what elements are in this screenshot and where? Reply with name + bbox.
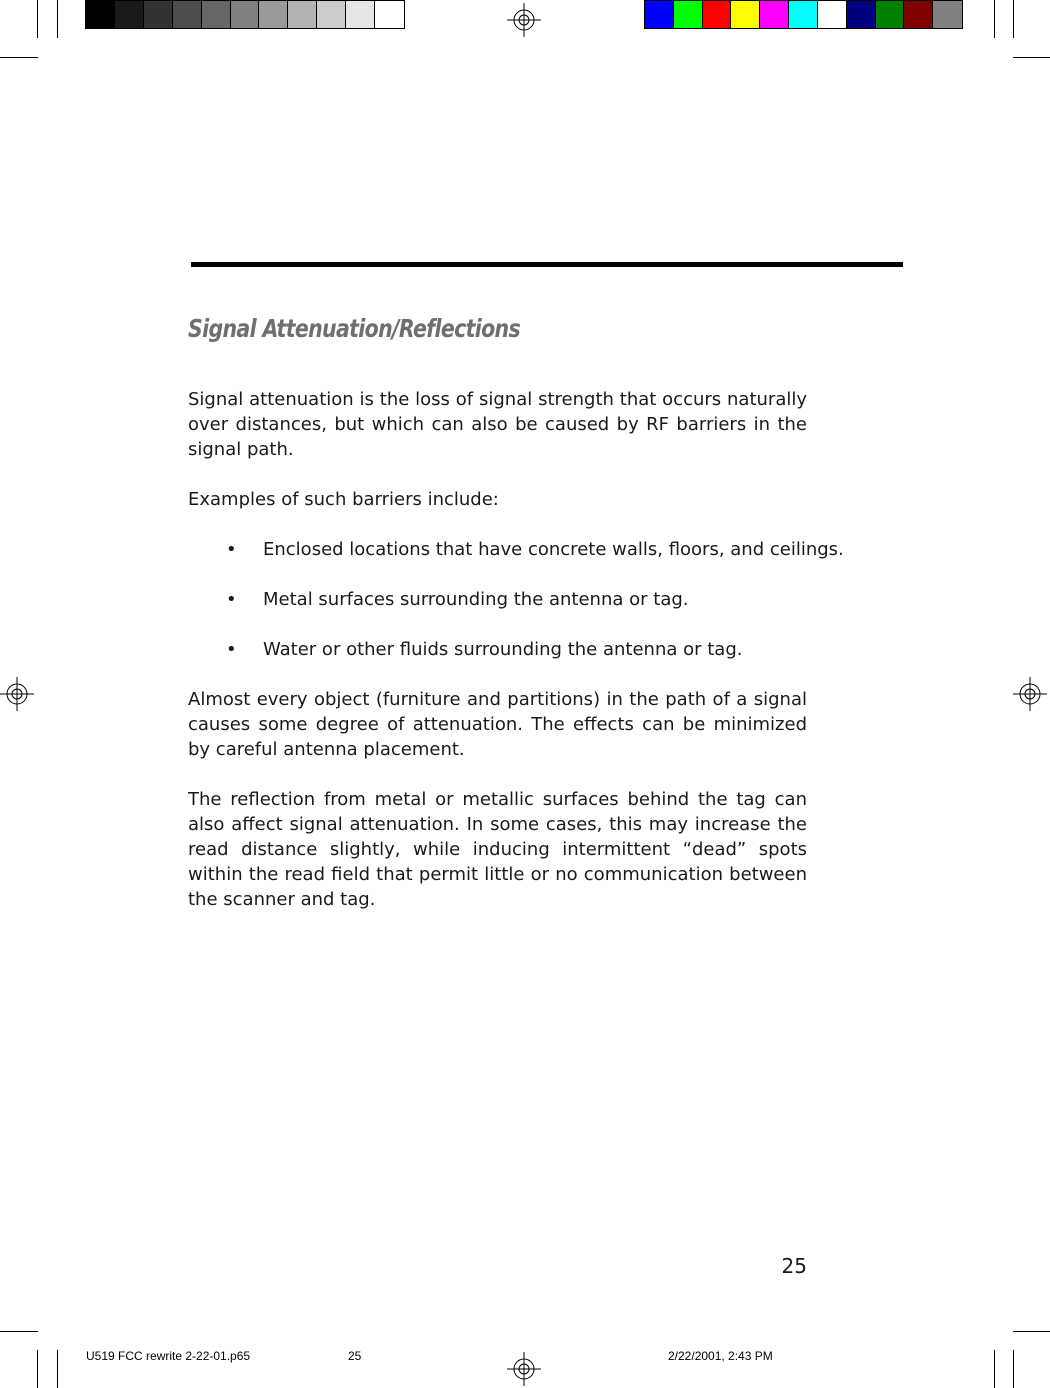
bullet-text: Water or other fluids surrounding the antenna or tag.: [263, 639, 743, 660]
color-swatch: [933, 1, 962, 28]
slug-datetime: 2/22/2001, 2:43 PM: [668, 1349, 773, 1363]
registration-mark-right-icon: [1013, 677, 1047, 711]
bullet-text: Metal surfaces surrounding the antenna or tag.: [263, 589, 689, 610]
grayscale-swatch: [346, 1, 375, 28]
grayscale-swatch: [288, 1, 317, 28]
section-heading: Signal Attenuation/Reflections: [188, 314, 521, 343]
color-swatch: [876, 1, 905, 28]
crop-mark-top-left-v2: [57, 0, 58, 38]
bullet-icon: •: [226, 639, 237, 660]
crop-mark-top-left-h: [0, 57, 38, 58]
grayscale-swatch: [86, 1, 115, 28]
crop-mark-bottom-left-v: [37, 1350, 38, 1388]
grayscale-swatch: [115, 1, 144, 28]
color-calibration-bar: [644, 0, 963, 29]
color-swatch: [904, 1, 933, 28]
bullet-icon: •: [226, 589, 237, 610]
slug-filename: U519 FCC rewrite 2-22-01.p65: [86, 1349, 251, 1363]
grayscale-swatch: [317, 1, 346, 28]
color-swatch: [731, 1, 760, 28]
crop-mark-bottom-right-v2: [1013, 1350, 1014, 1388]
grayscale-swatch: [375, 1, 404, 28]
paragraph-attenuation-definition: Signal attenuation is the loss of signal strength that occurs naturally over distances, but which can also be caused by RF barriers in the signal path.: [188, 389, 807, 460]
color-swatch: [760, 1, 789, 28]
registration-mark-top-icon: [507, 3, 541, 37]
color-swatch: [847, 1, 876, 28]
crop-mark-top-right-h: [1013, 57, 1050, 58]
paragraph-examples-intro: Examples of such barriers include:: [188, 489, 499, 510]
grayscale-swatch: [144, 1, 173, 28]
bullet-text: Enclosed locations that have concrete walls, floors, and ceilings.: [263, 539, 844, 560]
bullet-icon: •: [226, 539, 237, 560]
grayscale-swatch: [231, 1, 260, 28]
color-swatch: [818, 1, 847, 28]
crop-mark-top-right-v2: [1013, 0, 1014, 38]
color-swatch: [645, 1, 674, 28]
color-swatch: [703, 1, 732, 28]
header-rule: [191, 262, 903, 267]
registration-mark-left-icon: [0, 677, 34, 711]
crop-mark-bottom-right-v: [994, 1350, 995, 1388]
crop-mark-top-left-v: [37, 0, 38, 38]
registration-mark-bottom-icon: [507, 1352, 541, 1386]
grayscale-swatch: [173, 1, 202, 28]
grayscale-calibration-bar: [85, 0, 405, 29]
paragraph-object-attenuation: Almost every object (furniture and partitions) in the path of a signal causes some degree of attenuation. The effects can be minimized by careful antenna placement.: [188, 689, 807, 760]
color-swatch: [789, 1, 818, 28]
page-number: 25: [781, 1254, 807, 1278]
crop-mark-top-right-v: [994, 0, 995, 38]
crop-mark-bottom-left-v2: [57, 1350, 58, 1388]
grayscale-swatch: [259, 1, 288, 28]
crop-mark-bottom-left-h: [0, 1331, 38, 1332]
crop-mark-bottom-right-h: [1013, 1331, 1050, 1332]
color-swatch: [674, 1, 703, 28]
slug-page: 25: [348, 1349, 362, 1363]
grayscale-swatch: [202, 1, 231, 28]
paragraph-reflection: The reflection from metal or metallic surfaces behind the tag can also affect signal attenuation. In some cases, this may increase the read distance slightly, while inducing intermittent “dead” spots within the read field that permit little or no communication between the scanner and tag.: [188, 789, 807, 910]
